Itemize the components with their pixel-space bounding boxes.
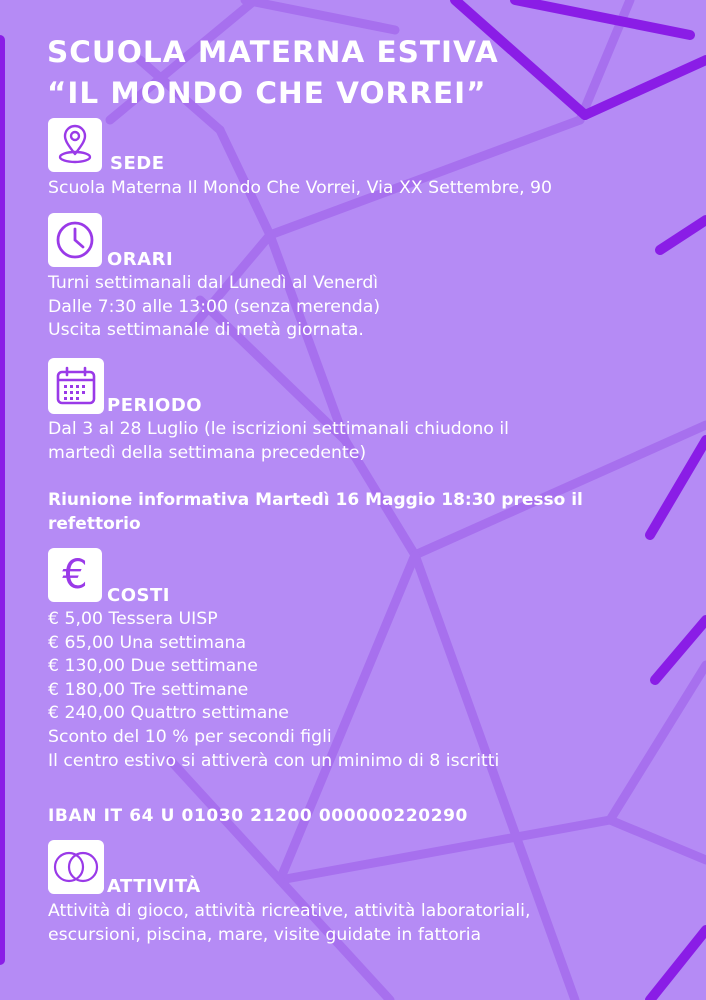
costi-line: € 65,00 Una settimana [48,632,247,653]
costi-line: Sconto del 10 % per secondi figli [48,726,332,747]
costi-list [48,608,499,773]
euro-icon: € [48,548,102,602]
meeting-line: Riunione informativa Martedì 16 Maggio 18:30 presso il [48,490,583,510]
meeting-line: refettorio [48,513,141,534]
page-title-line1: SCUOLA MATERNA ESTIVA [47,35,499,69]
periodo-line: martedì della settimana precedente) [48,442,367,463]
periodo-line: Dal 3 al 28 Luglio (le iscrizioni settimanali chiudono il [48,419,509,439]
orari-heading: ORARI [107,249,174,270]
page-title-line2: “IL MONDO CHE VORREI” [47,76,487,110]
costi-line: € 130,00 Due settimane [48,656,258,677]
costi-line: Il centro estivo si attiverà con un minimo di 8 iscritti [48,750,500,771]
attivita-text [48,900,530,947]
sede-heading: SEDE [110,153,165,174]
clock-icon [48,213,102,267]
costi-line: € 180,00 Tre settimane [48,679,249,700]
location-pin-icon [48,118,102,172]
sede-address: Scuola Materna Il Mondo Che Vorrei, Via XX Settembre, 90 [48,178,553,198]
periodo-heading: PERIODO [107,395,203,416]
costi-line: € 240,00 Quattro settimane [48,703,289,724]
overlapping-circles-icon [48,840,104,894]
costi-line: € 5,00 Tessera UISP [48,609,218,629]
calendar-icon [48,358,104,414]
orari-line: Turni settimanali dal Lunedì al Venerdì [48,273,379,293]
orari-line: Dalle 7:30 alle 13:00 (senza merenda) [48,296,381,317]
orari-line: Uscita settimanale di metà giornata. [48,320,364,341]
attivita-line: Attività di gioco, attività ricreative, attività laboratoriali, [48,901,531,921]
attivita-line: escursioni, piscina, mare, visite guidate in fattoria [48,924,482,945]
periodo-text [48,418,509,465]
attivita-heading: ATTIVITÀ [107,876,201,897]
orari-text [48,272,380,343]
iban-text: IBAN IT 64 U 01030 21200 000000220290 [48,806,468,826]
costi-heading: COSTI [107,585,170,606]
meeting-notice [48,488,583,535]
